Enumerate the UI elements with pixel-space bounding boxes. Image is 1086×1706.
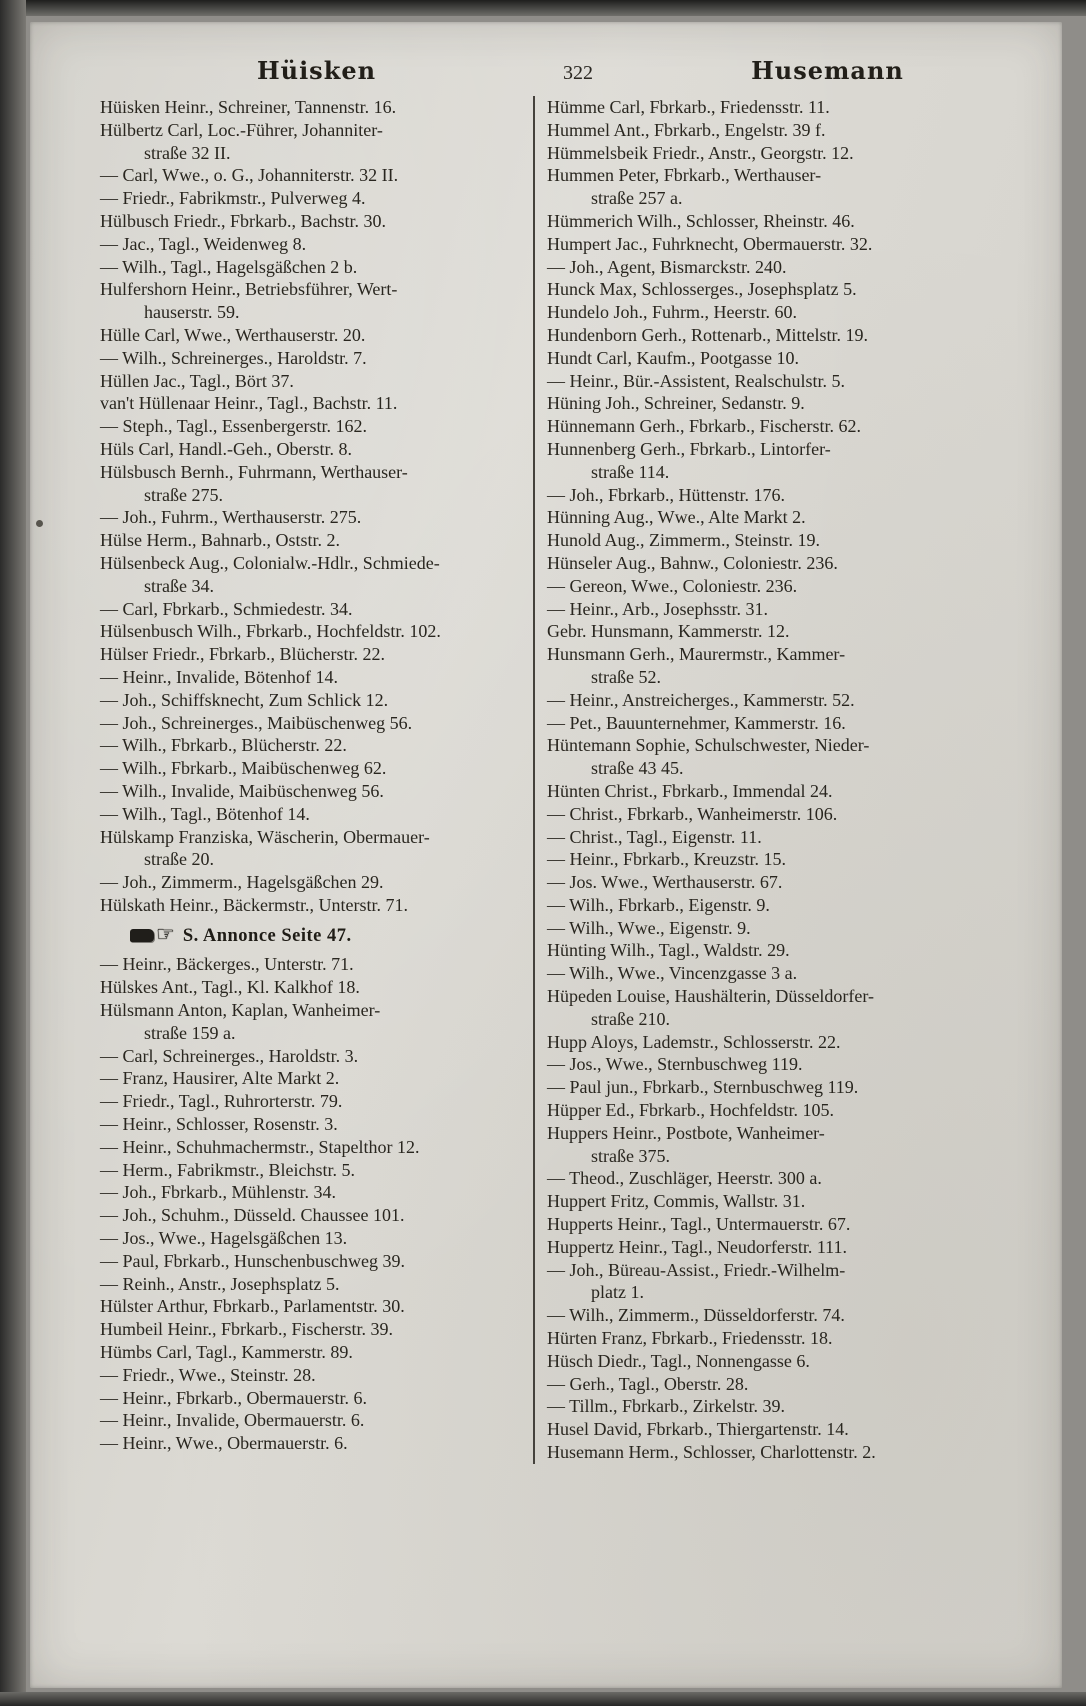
ink-speck xyxy=(36,520,43,527)
directory-entry: — Wilh., Fbrkarb., Eigenstr. 9. xyxy=(547,894,770,915)
directory-entry: — Gereon, Wwe., Coloniestr. 236. xyxy=(547,575,798,596)
directory-entry: — Joh., Schreinerges., Maibüschenweg 56. xyxy=(100,712,413,733)
directory-entry: Hümmerich Wilh., Schlosser, Rheinstr. 46. xyxy=(547,210,855,231)
directory-entry: Hüning Joh., Schreiner, Sedanstr. 9. xyxy=(547,393,805,414)
directory-entry: Hüntemann Sophie, Schulschwester, Nieder- straße 43 45. xyxy=(547,735,870,779)
directory-entry: Huppert Fritz, Commis, Wallstr. 31. xyxy=(547,1191,806,1212)
directory-entry: Hülskamp Franziska, Wäscherin, Obermauer- straße 20. xyxy=(100,826,430,870)
directory-entry: Hunnenberg Gerh., Fbrkarb., Lintorfer- straße 114. xyxy=(547,438,831,482)
directory-entry: — Wilh., Tagl., Bötenhof 14. xyxy=(100,803,310,824)
directory-entry: — Joh., Schuhm., Düsseld. Chaussee 101. xyxy=(100,1205,405,1226)
directory-entry: — Carl, Wwe., o. G., Johanniterstr. 32 II. xyxy=(100,165,399,186)
pointing-hand-icon: ☞ xyxy=(156,921,175,946)
directory-entry: — Wilh., Fbrkarb., Maibüschenweg 62. xyxy=(100,758,387,779)
directory-entry: — Paul jun., Fbrkarb., Sternbuschweg 119. xyxy=(547,1077,859,1098)
directory-entry: Hünnemann Gerh., Fbrkarb., Fischerstr. 62. xyxy=(547,416,861,437)
directory-entry: — Joh., Fuhrm., Werthauserstr. 275. xyxy=(100,507,362,528)
directory-entry: — Friedr., Fabrikmstr., Pulverweg 4. xyxy=(100,188,366,209)
directory-entry: — Herm., Fabrikmstr., Bleichstr. 5. xyxy=(100,1159,355,1180)
directory-entry: Hunold Aug., Zimmerm., Steinstr. 19. xyxy=(547,530,820,551)
annonce-note xyxy=(100,923,523,948)
directory-entry: — Heinr., Invalide, Bötenhof 14. xyxy=(100,666,338,687)
directory-entry: Hülser Friedr., Fbrkarb., Blücherstr. 22. xyxy=(100,644,385,665)
scan-edge-top xyxy=(0,0,1086,16)
directory-entry: Hundt Carl, Kaufm., Pootgasse 10. xyxy=(547,347,799,368)
directory-entry: Hülster Arthur, Fbrkarb., Parlamentstr. 30. xyxy=(100,1296,405,1317)
directory-entry: — Pet., Bauunternehmer, Kammerstr. 16. xyxy=(547,712,846,733)
directory-entry: — Jos., Wwe., Hagelsgäßchen 13. xyxy=(100,1228,348,1249)
directory-entry: — Jac., Tagl., Weidenweg 8. xyxy=(100,233,307,254)
scan-edge-left xyxy=(0,0,26,1706)
directory-entry: Hunsmann Gerh., Maurermstr., Kammer- straße 52. xyxy=(547,644,846,687)
directory-entry: Hummel Ant., Fbrkarb., Engelstr. 39 f. xyxy=(547,119,826,140)
directory-entry: Husel David, Fbrkarb., Thiergartenstr. 14. xyxy=(547,1419,849,1440)
directory-entry: — Heinr., Invalide, Obermauerstr. 6. xyxy=(100,1410,365,1431)
directory-entry: — Friedr., Wwe., Steinstr. 28. xyxy=(100,1364,316,1385)
directory-entry: — Heinr., Fbrkarb., Kreuzstr. 15. xyxy=(547,849,786,870)
directory-entry: — Heinr., Bür.-Assistent, Realschulstr. 5. xyxy=(547,370,845,391)
directory-entry: Huppers Heinr., Postbote, Wanheimer- straße 375. xyxy=(547,1122,825,1166)
directory-entry: — Heinr., Schlosser, Rosenstr. 3. xyxy=(100,1114,338,1135)
directory-entry: — Christ., Fbrkarb., Wanheimerstr. 106. xyxy=(547,803,838,824)
directory-entry: — Joh., Schiffsknecht, Zum Schlick 12. xyxy=(100,689,389,710)
directory-entry: Humpert Jac., Fuhrknecht, Obermauerstr. 32. xyxy=(547,233,873,254)
directory-entry: Hüpeden Louise, Haushälterin, Düsseldorfer- straße 210. xyxy=(547,986,875,1029)
directory-entry: — Wilh., Wwe., Vincenzgasse 3 a. xyxy=(547,963,798,984)
directory-entry: Hüsch Diedr., Tagl., Nonnengasse 6. xyxy=(547,1350,810,1371)
directory-entry: — Jos., Wwe., Sternbuschweg 119. xyxy=(547,1054,803,1075)
right-column xyxy=(535,96,1032,1464)
directory-entry: Hülskes Ant., Tagl., Kl. Kalkhof 18. xyxy=(100,977,360,998)
directory-entry: Hülse Herm., Bahnarb., Oststr. 2. xyxy=(100,530,340,551)
page-number: 322 xyxy=(563,62,593,84)
directory-entry: Hüllen Jac., Tagl., Bört 37. xyxy=(100,370,294,391)
directory-entry: van't Hüllenaar Heinr., Tagl., Bachstr. 11. xyxy=(100,393,398,414)
directory-entry: — Tillm., Fbrkarb., Zirkelstr. 39. xyxy=(547,1396,786,1417)
directory-entry: — Heinr., Arb., Josephsstr. 31. xyxy=(547,598,769,619)
page-header xyxy=(30,50,1062,84)
directory-entry: — Heinr., Schuhmachermstr., Stapelthor 12. xyxy=(100,1136,420,1157)
directory-entry: — Joh., Fbrkarb., Hüttenstr. 176. xyxy=(547,484,785,505)
scan-edge-bottom xyxy=(0,1692,1086,1706)
directory-entry: Hülsenbeck Aug., Colonialw.-Hdlr., Schmiede- straße 34. xyxy=(100,552,440,596)
directory-entry: — Heinr., Bäckerges., Unterstr. 71. xyxy=(100,954,354,975)
directory-entry: Hülsbusch Bernh., Fuhrmann, Werthauser- straße 275. xyxy=(100,461,408,505)
directory-entry: — Heinr., Fbrkarb., Obermauerstr. 6. xyxy=(100,1387,367,1408)
directory-entry: Huppertz Heinr., Tagl., Neudorferstr. 111. xyxy=(547,1236,847,1257)
directory-entry: Hünseler Aug., Bahnw., Coloniestr. 236. xyxy=(547,552,838,573)
directory-entry: — Joh., Büreau-Assist., Friedr.-Wilhelm- platz 1. xyxy=(547,1259,846,1303)
directory-entry: Hünning Aug., Wwe., Alte Markt 2. xyxy=(547,507,806,528)
directory-entry: — Steph., Tagl., Essenbergerstr. 162. xyxy=(100,416,368,437)
left-column xyxy=(100,96,533,1464)
header-left-keyword: Hüisken xyxy=(256,56,377,85)
directory-entry: Hülbusch Friedr., Fbrkarb., Bachstr. 30. xyxy=(100,210,386,231)
directory-entry: — Heinr., Wwe., Obermauerstr. 6. xyxy=(100,1433,348,1454)
directory-entry: — Joh., Agent, Bismarckstr. 240. xyxy=(547,256,787,277)
directory-entry: Hüisken Heinr., Schreiner, Tannenstr. 16. xyxy=(100,97,397,117)
directory-entry: Hünten Christ., Fbrkarb., Immendal 24. xyxy=(547,780,833,801)
directory-entry: — Wilh., Zimmerm., Düsseldorferstr. 74. xyxy=(547,1305,845,1326)
directory-entry: — Wilh., Tagl., Hagelsgäßchen 2 b. xyxy=(100,256,358,277)
directory-entry: — Wilh., Wwe., Eigenstr. 9. xyxy=(547,917,751,938)
directory-entry: Hümme Carl, Fbrkarb., Friedensstr. 11. xyxy=(547,97,830,117)
directory-entry: — Carl, Fbrkarb., Schmiedestr. 34. xyxy=(100,598,353,619)
directory-entry: Hülsmann Anton, Kaplan, Wanheimer- straße 159 a. xyxy=(100,1000,381,1043)
directory-entry: — Wilh., Invalide, Maibüschenweg 56. xyxy=(100,780,384,801)
directory-entry: Hürten Franz, Fbrkarb., Friedensstr. 18. xyxy=(547,1328,833,1349)
annonce-text: S. Annonce Seite 47. xyxy=(182,925,352,946)
directory-entry: — Gerh., Tagl., Oberstr. 28. xyxy=(547,1373,749,1394)
directory-entry: Gebr. Hunsmann, Kammerstr. 12. xyxy=(547,621,790,642)
directory-entry: — Christ., Tagl., Eigenstr. 11. xyxy=(547,826,762,847)
directory-entry: Hunck Max, Schlosserges., Josephsplatz 5. xyxy=(547,279,857,300)
directory-entry: — Theod., Zuschläger, Heerstr. 300 a. xyxy=(547,1168,822,1189)
directory-entry: Humbeil Heinr., Fbrkarb., Fischerstr. 39. xyxy=(100,1319,393,1340)
directory-entry: Hüpper Ed., Fbrkarb., Hochfeldstr. 105. xyxy=(547,1100,834,1121)
directory-entry: Hummen Peter, Fbrkarb., Werthauser- straße 257 a. xyxy=(547,165,822,209)
directory-entry: — Reinh., Anstr., Josephsplatz 5. xyxy=(100,1273,340,1294)
directory-entry: — Carl, Schreinerges., Haroldstr. 3. xyxy=(100,1045,359,1066)
directory-entry: Husemann Herm., Schlosser, Charlottenstr. 2. xyxy=(547,1442,876,1463)
directory-entry: Hupperts Heinr., Tagl., Untermauerstr. 67. xyxy=(547,1214,851,1235)
directory-columns xyxy=(30,96,1062,1464)
page-paper xyxy=(30,22,1062,1688)
directory-entry: Hüls Carl, Handl.-Geh., Oberstr. 8. xyxy=(100,438,352,459)
directory-entry: — Heinr., Anstreicherges., Kammerstr. 52. xyxy=(547,689,855,710)
directory-entry: Hülsenbusch Wilh., Fbrkarb., Hochfeldstr. 102. xyxy=(100,621,441,642)
directory-entry: Hundenborn Gerh., Rottenarb., Mittelstr. 19. xyxy=(547,324,868,345)
directory-entry: — Wilh., Fbrkarb., Blücherstr. 22. xyxy=(100,735,347,756)
directory-entry: Hupp Aloys, Lademstr., Schlosserstr. 22. xyxy=(547,1031,841,1052)
directory-entry: — Joh., Fbrkarb., Mühlenstr. 34. xyxy=(100,1182,336,1203)
directory-entry: — Paul, Fbrkarb., Hunschenbuschweg 39. xyxy=(100,1250,405,1271)
directory-entry: Hulfershorn Heinr., Betriebsführer, Wert- hauserstr. 59. xyxy=(100,279,398,323)
directory-entry: Hümmelsbeik Friedr., Anstr., Georgstr. 12. xyxy=(547,142,854,163)
directory-entry: Hünting Wilh., Tagl., Waldstr. 29. xyxy=(547,940,790,961)
directory-entry: Hundelo Joh., Fuhrm., Heerstr. 60. xyxy=(547,302,797,323)
directory-entry: — Franz, Hausirer, Alte Markt 2. xyxy=(100,1068,340,1089)
directory-entry: Hülskath Heinr., Bäckermstr., Unterstr. 71. xyxy=(100,894,408,915)
directory-entry: — Friedr., Tagl., Ruhrorterstr. 79. xyxy=(100,1091,343,1112)
directory-entry: Hülbertz Carl, Loc.-Führer, Johanniter- straße 32 II. xyxy=(100,119,383,163)
directory-entry: Hümbs Carl, Tagl., Kammerstr. 89. xyxy=(100,1342,353,1363)
header-right-keyword: Husemann xyxy=(751,56,904,85)
directory-entry: Hülle Carl, Wwe., Werthauserstr. 20. xyxy=(100,324,366,345)
ink-blot xyxy=(130,929,154,942)
directory-entry: — Wilh., Schreinerges., Haroldstr. 7. xyxy=(100,347,367,368)
directory-entry: — Joh., Zimmerm., Hagelsgäßchen 29. xyxy=(100,872,384,893)
directory-entry: — Jos. Wwe., Werthauserstr. 67. xyxy=(547,872,783,893)
